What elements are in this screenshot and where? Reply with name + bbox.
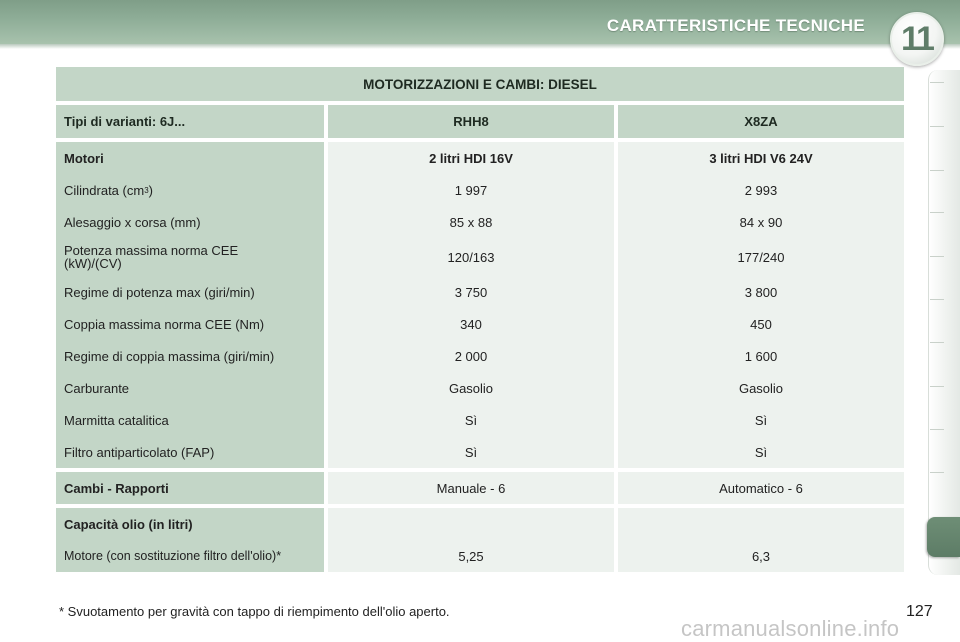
engine-name: 3 litri HDI V6 24V <box>709 150 813 166</box>
header-shadow <box>0 44 960 49</box>
tab-divider <box>930 342 944 343</box>
tab-divider <box>930 256 944 257</box>
chapter-badge <box>890 12 944 66</box>
table-cell: Gasolio <box>448 380 494 396</box>
page-number: 127 <box>906 603 933 620</box>
tab-divider <box>930 299 944 300</box>
table-cell: 1 997 <box>454 182 488 198</box>
row-label: Coppia massima norma CEE (Nm) <box>64 316 265 332</box>
table-cell: 2 000 <box>454 348 488 364</box>
gearbox-label: Cambi - Rapporti <box>64 480 169 496</box>
gearbox-label-col <box>56 472 324 504</box>
tab-divider <box>930 212 944 213</box>
variant-col-1: RHH8 <box>328 105 614 138</box>
watermark: carmanualsonline.info <box>681 616 900 641</box>
table-cell: Automatico - 6 <box>719 480 803 496</box>
table-cell: Gasolio <box>738 380 784 396</box>
table-cell: 1 600 <box>744 348 778 364</box>
row-label: Carburante <box>64 380 130 396</box>
row-label: Marmitta catalitica <box>64 412 169 428</box>
tab-divider <box>930 170 944 171</box>
row-label: Filtro antiparticolato (FAP) <box>64 444 215 460</box>
oil-label-col <box>56 508 324 572</box>
table-cell: Sì <box>464 444 478 460</box>
table-title: MOTORIZZAZIONI E CAMBI: DIESEL <box>56 67 904 101</box>
table-cell-empty <box>328 508 614 540</box>
table-cell: Sì <box>754 412 768 428</box>
gearbox-group <box>56 472 904 504</box>
tab-divider <box>930 429 944 430</box>
table-cell: 120/163 <box>447 249 495 265</box>
chapter-tab-strip <box>928 70 960 575</box>
engines-labels <box>56 142 324 468</box>
engines-label: Motori <box>64 150 104 166</box>
row-label: Potenza massima norma CEE (kW)/(CV) <box>64 243 239 271</box>
table-cell: Sì <box>464 412 478 428</box>
footnote: * Svuotamento per gravità con tappo di riempimento dell'olio aperto. <box>59 604 450 619</box>
table-cell: Manuale - 6 <box>436 480 506 496</box>
tab-divider <box>930 386 944 387</box>
table-cell: 2 993 <box>744 182 778 198</box>
engines-col-2 <box>618 142 904 468</box>
table-cell: 450 <box>750 316 772 332</box>
specs-table <box>56 67 904 572</box>
oil-label: Capacità olio (in litri) <box>64 516 193 532</box>
table-cell: 5,25 <box>458 548 484 564</box>
table-cell: 177/240 <box>737 249 785 265</box>
row-label: Regime di coppia massima (giri/min) <box>64 348 275 364</box>
chapter-number: 11 <box>901 19 933 58</box>
engine-name: 2 litri HDI 16V <box>429 150 513 166</box>
row-label: Cilindrata (cm 3 ) <box>64 182 153 198</box>
gearbox-col-2 <box>618 472 904 504</box>
table-cell: 340 <box>460 316 482 332</box>
table-cell: 84 x 90 <box>739 214 783 230</box>
engines-group <box>56 142 904 468</box>
table-cell: Sì <box>754 444 768 460</box>
tab-divider <box>930 472 944 473</box>
table-cell: 6,3 <box>751 548 771 564</box>
table-cell: 85 x 88 <box>449 214 493 230</box>
row-label: Regime di potenza max (giri/min) <box>64 284 255 300</box>
page-title: CARATTERISTICHE TECNICHE <box>606 16 865 35</box>
chapter-tab-active[interactable] <box>927 517 960 557</box>
variant-col-2: X8ZA <box>618 105 904 138</box>
oil-sub-label: Motore (con sostituzione filtro dell'olio)* <box>64 549 282 563</box>
oil-col-1 <box>328 508 614 572</box>
table-cell: 3 800 <box>744 284 778 300</box>
engines-col-1 <box>328 142 614 468</box>
variants-label: Tipi di varianti: 6J... <box>56 105 324 138</box>
tab-divider <box>930 126 944 127</box>
table-cell: 3 750 <box>454 284 488 300</box>
variants-row <box>56 105 904 138</box>
oil-col-2 <box>618 508 904 572</box>
row-label: Alesaggio x corsa (mm) <box>64 214 201 230</box>
oil-group <box>56 508 904 572</box>
gearbox-col-1 <box>328 472 614 504</box>
table-cell-empty <box>618 508 904 540</box>
tab-divider <box>930 82 944 83</box>
